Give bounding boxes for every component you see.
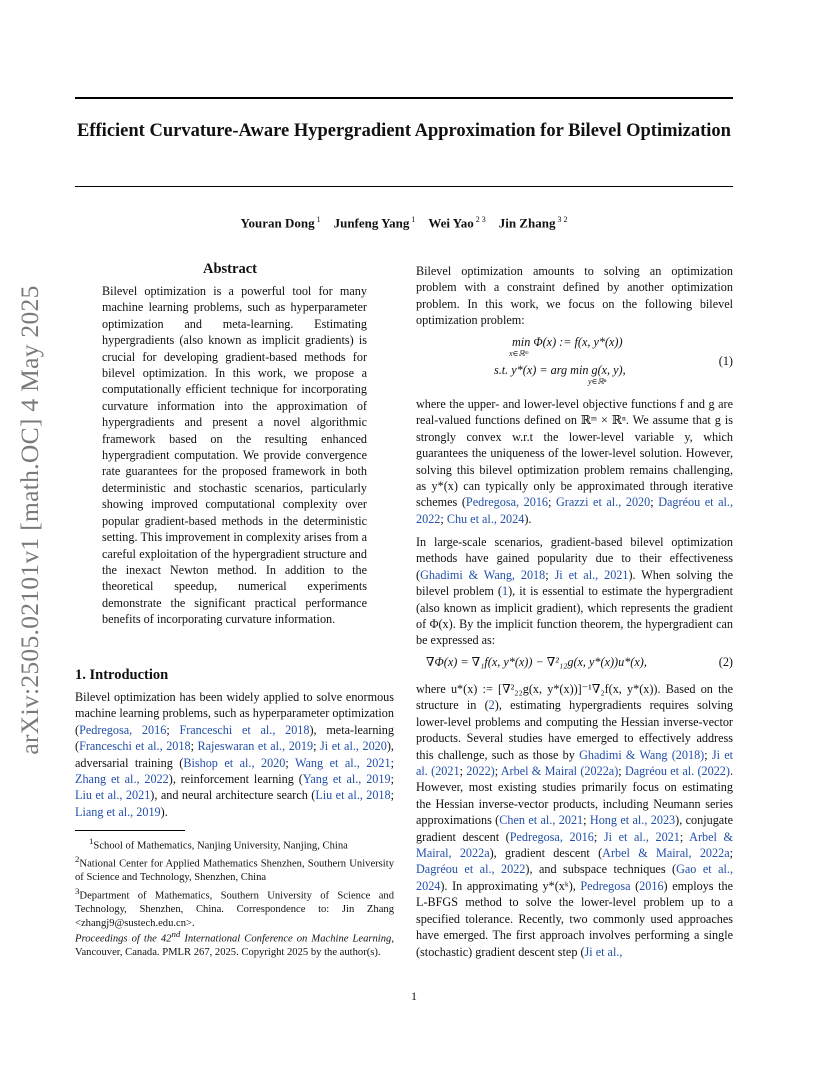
citation-link[interactable]: 2 bbox=[488, 698, 495, 713]
citation-link[interactable]: Ji et al., 2020 bbox=[320, 739, 387, 754]
citation-link[interactable]: Pedregosa, 2016 bbox=[509, 829, 594, 844]
arxiv-id[interactable]: arXiv:2505.02101v1 [math.OC] 4 May 2025 bbox=[15, 285, 44, 755]
equation-2-number: (2) bbox=[718, 655, 733, 669]
paragraph-text: ; bbox=[440, 511, 447, 526]
author-name: Junfeng Yang bbox=[333, 215, 410, 231]
author-affiliation-mark: 3 2 bbox=[555, 215, 568, 224]
footnote bbox=[75, 835, 394, 853]
paper-title: Efficient Curvature-Aware Hypergradient Approximation for Bilevel Optimization bbox=[77, 121, 731, 141]
author-affiliation-mark: 2 3 bbox=[473, 215, 486, 224]
paragraph-text: ), adversarial training ( bbox=[75, 739, 394, 770]
problem-intro-paragraph: Bilevel optimization amounts to solving an optimization problem with a constraint defined by another optimization problem. In this work, we focus on the following bilevel optimization problem: bbox=[416, 264, 733, 328]
affiliation-footnotes bbox=[75, 835, 394, 930]
citation-link[interactable]: Ghadimi & Wang, 2018 bbox=[420, 567, 546, 582]
paragraph-text: ; bbox=[313, 739, 321, 754]
footnote-text: National Center for Applied Mathematics Shenzhen, Southern University of Science and Technology, Shenzhen, China bbox=[75, 858, 394, 884]
author-name: Wei Yao bbox=[428, 215, 474, 231]
author-affiliation-mark: 1 bbox=[314, 215, 321, 224]
proceedings-e: , Vancouver, Canada. PMLR 267, 2025. Copyright 2025 by the author(s). bbox=[75, 933, 394, 959]
paragraph-text: ; bbox=[390, 788, 395, 803]
equation-1-line1-subscript: x∈ℝᵐ bbox=[509, 349, 529, 358]
paragraph-text: ; bbox=[190, 739, 198, 754]
paragraph-text: ; bbox=[618, 764, 625, 779]
proceedings-c: nd bbox=[171, 929, 181, 939]
footnote-rule bbox=[75, 830, 185, 831]
citation-link[interactable]: 1 bbox=[501, 584, 509, 599]
paragraph-text: ) employs the L-BFGS method to solve the lower-level problem up to a specified tolerance. Recently, two commonly used approaches have emerged. The first approach involves performing a single (stochastic) gradient descent step ( bbox=[416, 878, 733, 959]
paragraph-text: ). bbox=[160, 804, 168, 819]
equation-1 bbox=[416, 335, 733, 391]
citation-link[interactable]: Franceschi et al., 2018 bbox=[79, 739, 191, 754]
citation-link[interactable]: Rajeswaran et al., 2019 bbox=[197, 739, 314, 754]
paragraph-text: Bilevel optimization has been widely applied to solve enormous machine learning problems, such as hyperparameter optimization ( bbox=[75, 690, 394, 737]
equation-2-body: ∇Φ(x) = ∇₁f(x, y*(x)) − ∇²₁₂g(x, y*(x))u*(x), bbox=[426, 655, 647, 669]
citation-link[interactable]: Pedregosa, 2016 bbox=[79, 722, 167, 737]
citation-link[interactable]: Franceschi et al., 2018 bbox=[179, 722, 310, 737]
citation-link[interactable]: Liu et al., 2018 bbox=[315, 788, 391, 803]
citation-link[interactable]: Wang et al., 2021 bbox=[295, 755, 391, 770]
paragraph-text: . However, most existing studies primarily focus on estimating the Hessian inverse-vector products, including Neumann series approximations ( bbox=[416, 764, 734, 828]
paragraph-text: ; bbox=[593, 829, 604, 844]
paragraph-text: ). When solving the bilevel problem ( bbox=[416, 567, 733, 599]
paragraph-text: ; bbox=[459, 764, 467, 779]
paragraph-text: ). bbox=[524, 511, 532, 526]
proceedings-a: Proceedings of the bbox=[75, 933, 161, 945]
abstract-heading: Abstract bbox=[203, 261, 257, 277]
paragraph-text: ( bbox=[630, 878, 640, 893]
citation-link[interactable]: Liang et al., 2019 bbox=[75, 804, 161, 819]
paragraph-text: ), and subspace techniques ( bbox=[525, 862, 677, 877]
citation-link[interactable]: Liu et al., 2021 bbox=[75, 788, 151, 803]
paragraph-text: ), it is essential to estimate the hypergradient (also known as implicit gradient), which represents the gradient of Φ(x). By the implicit function theorem, the hypergradient can be expressed as: bbox=[416, 584, 733, 648]
citation-link[interactable]: Dagréou et al., 2022 bbox=[416, 862, 526, 877]
citation-link[interactable]: Ji et al. (2021 bbox=[416, 747, 733, 779]
citation-link[interactable]: Arbel & Mairal, 2022a bbox=[416, 829, 733, 861]
citation-link[interactable]: Zhang et al., 2022 bbox=[75, 772, 169, 787]
citation-link[interactable]: Hong et al., 2023 bbox=[589, 813, 676, 828]
citation-link[interactable]: Dagréou et al., 2022 bbox=[416, 495, 733, 526]
footnote bbox=[75, 853, 394, 885]
footnote-mark: 1 bbox=[89, 836, 94, 846]
citation-link[interactable]: Ji et al., bbox=[584, 944, 623, 959]
footnote-mark: 2 bbox=[75, 854, 80, 865]
paragraph-text: ), reinforcement learning ( bbox=[168, 772, 303, 787]
footnote-text: School of Mathematics, Nanjing University, Nanjing, China bbox=[93, 840, 348, 852]
arxiv-stamp[interactable] bbox=[12, 286, 48, 754]
page-number: 1 bbox=[411, 989, 417, 1003]
paragraph-text: ; bbox=[650, 495, 659, 510]
citation-link[interactable]: Ji et al., 2021 bbox=[603, 829, 680, 844]
citation-link[interactable]: Bishop et al., 2020 bbox=[183, 755, 286, 770]
abstract-text: Bilevel optimization is a powerful tool for many machine learning problems, such as hyperparameter optimization and meta-learning. Estimating hypergradients (also known as implicit gradients) is crucial for developing gradient-based methods for bilevel optimization. In this work, we propose a computationally efficient technique for incorporating curvature information into the approximation of hypergradients and present a novel algorithmic framework based on the resulting enhanced hypergradient computation. We provide convergence rate guarantees for the proposed framework in both deterministic and stochastic scenarios, particularly showing improved computational complexity over popular gradient-based methods in the deterministic setting. This improvement in complexity arises from a careful exploitation of the hypergradient structure and the inexact Newton method. In addition to the theoretical speedup, numerical experiments demonstrate the significant practical performance benefits of incorporating curvature information. bbox=[102, 284, 367, 627]
paragraph-text: ), gradient descent ( bbox=[489, 846, 603, 861]
paragraph-text: ; bbox=[583, 813, 590, 828]
citation-link[interactable]: 2022) bbox=[466, 764, 495, 779]
paragraph-text: In large-scale scenarios, gradient-based bilevel optimization methods have gained popularity due to their effectiveness ( bbox=[416, 535, 733, 582]
author-name: Youran Dong bbox=[240, 215, 315, 231]
citation-link[interactable]: Pedregosa bbox=[580, 878, 631, 893]
large-scale-paragraph bbox=[416, 534, 733, 649]
citation-link[interactable]: Ji et al., 2021 bbox=[554, 567, 629, 582]
citation-link[interactable]: Ghadimi & Wang (2018) bbox=[579, 747, 705, 762]
equation-1-line2-subscript: y∈ℝⁿ bbox=[588, 377, 607, 386]
hessian-paragraph bbox=[416, 681, 733, 960]
proceedings-note bbox=[75, 928, 394, 960]
citation-link[interactable]: Gao et al., 2024 bbox=[416, 862, 733, 893]
proceedings-b: 42 bbox=[160, 933, 172, 945]
paragraph-text: ; bbox=[548, 495, 556, 510]
title-bottom-rule bbox=[75, 186, 733, 187]
paragraph-text: ), estimating hypergradients requires solving lower-level problems and computing the Hessian inverse-vector products. Several studies have emerged to effectively address this challenge, such as those by bbox=[416, 698, 733, 762]
citation-link[interactable]: Arbel & Mairal, 2022a bbox=[602, 846, 730, 861]
paragraph-text: ; bbox=[545, 567, 555, 582]
paragraph-text: ), and neural architecture search ( bbox=[150, 788, 316, 803]
footnote-text: Department of Mathematics, Southern University of Science and Technology, Shenzhen, China. Correspondence to: Jin Zhang <zhangj9@sustech.edu.cn>. bbox=[75, 890, 394, 929]
introduction-paragraph bbox=[75, 689, 394, 820]
paragraph-text: ; bbox=[679, 829, 690, 844]
paragraph-text: ; bbox=[285, 755, 295, 770]
paragraph-text: ), meta-learning ( bbox=[75, 722, 394, 754]
equation-1-line2: s.t. y*(x) = arg min g(x, y), bbox=[494, 363, 626, 377]
citation-link[interactable]: Chen et al., 2021 bbox=[499, 813, 584, 828]
author-affiliation-mark: 1 bbox=[409, 215, 416, 224]
equation-1-line1: min Φ(x) := f(x, y*(x)) bbox=[512, 335, 623, 349]
paragraph-text: ). In approximating y*(xᵏ), bbox=[440, 878, 581, 893]
introduction-heading: 1. Introduction bbox=[75, 667, 169, 683]
equation-1-number: (1) bbox=[718, 354, 733, 368]
paragraph-text: ; bbox=[729, 846, 734, 861]
proceedings-d: International Conference on Machine Learning bbox=[180, 933, 392, 945]
citation-link[interactable]: Dagréou et al. (2022) bbox=[624, 764, 730, 779]
paragraph-text: ), conjugate gradient descent ( bbox=[416, 813, 734, 844]
citation-link[interactable]: Pedregosa, 2016 bbox=[465, 495, 549, 510]
paragraph-text: ; bbox=[704, 747, 712, 762]
author-list bbox=[75, 215, 733, 231]
citation-link[interactable]: Yang et al., 2019 bbox=[302, 772, 391, 787]
paragraph-text: ; bbox=[494, 764, 501, 779]
citation-link[interactable]: Arbel & Mairal (2022a) bbox=[500, 764, 619, 779]
paragraph-text: ; bbox=[166, 722, 180, 737]
paragraph-text: ; bbox=[390, 772, 394, 787]
citation-link[interactable]: 2016 bbox=[639, 878, 664, 893]
citation-link[interactable]: Grazzi et al., 2020 bbox=[555, 495, 651, 510]
paragraph-text: where the upper- and lower-level objective functions f and g are real-valued functions defined on ℝᵐ × ℝⁿ. We assume that g is strongly convex w.r.t the lower-level variable y, which guarantees the uniqueness of the lower-level solution. However, solving this bilevel optimization problem remains challenging, as y*(x) can typically only be approximated through iterative schemes ( bbox=[416, 397, 733, 510]
title-top-rule bbox=[75, 97, 733, 99]
paragraph-text: where u*(x) := [∇²₂₂g(x, y*(x))]⁻¹∇₂f(x, y*(x)). Based on the structure in ( bbox=[416, 682, 733, 713]
citation-link[interactable]: Chu et al., 2024 bbox=[446, 511, 525, 526]
assumptions-paragraph bbox=[416, 396, 733, 527]
author-name: Jin Zhang bbox=[498, 215, 556, 231]
footnote bbox=[75, 885, 394, 930]
paragraph-text: ; bbox=[390, 755, 394, 770]
footnote-mark: 3 bbox=[75, 885, 80, 896]
